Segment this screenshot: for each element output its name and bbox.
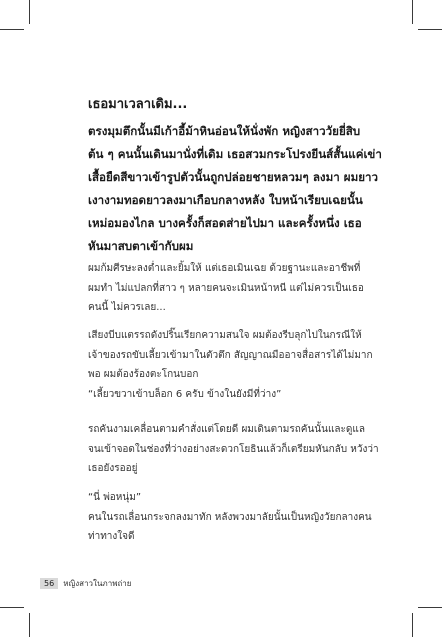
text-line: “นี่ พ่อหนุ่ม” [88,492,141,503]
text-line: เสียงบีบแตรรถดังปริ๊นเรียกความสนใจ ผมต้องรีบลุกไปในกรณีให้ [88,330,362,341]
text-line: ผมก้มศีรษะลงต่ำและยิ้มให้ แต่เธอเมินเฉย ด้วยฐานะและอาชีพที่ [88,263,361,274]
text-line: ผมทำ ไม่แปลกที่สาว ๆ หลายคนจะเมินหน้าหนี แต่ไม่ควรเป็นเธอ [88,282,364,294]
text-line: เงางามทอดยาวลงมาเกือบกลางหลัง ใบหน้าเรียบเฉยนั้น [88,193,363,207]
text-line: จนเข้าจอดในช่องที่ว่างอย่างสะดวกโยธินแล้วก็เตรียมหันกลับ หวังว่า [88,443,379,455]
book-title: หญิงสาวในภาพถ่าย [63,578,132,588]
text-line: คนนี้ ไม่ควรเลย... [88,302,166,313]
text-line: พอ ผมต้องร้องตะโกนบอก [88,369,199,380]
crop-mark [418,29,442,30]
section-heading: เธอมาเวลาเดิม... [88,97,188,112]
text-line: เสื้อยืดสีขาวเข้ารูปตัวนั้นถูกปล่อยชายหลวมๆ ลงมา ผมยาว [88,170,379,184]
crop-mark [412,0,413,24]
page-footer [40,576,132,590]
paragraph [88,420,378,479]
text-line: ท่าทางใจดี [88,531,135,542]
crop-mark [0,607,24,608]
crop-mark [0,29,24,30]
page-number: 56 [40,578,58,589]
text-line: ตรงมุมตึกนั้นมีเก้าอี้ม้าหินอ่อนให้นั่งพัก หญิงสาววัยยี่สิบ [88,124,361,138]
paragraph [88,488,378,547]
crop-mark [29,613,30,637]
text-line: เหม่อมองไกล บางครั้งก็สอดส่ายไปมา และครั้งหนึ่ง เธอ [88,216,362,230]
text-line: หันมาสบตาเข้ากับผม [88,239,194,253]
text-line: คนในรถเลื่อนกระจกลงมาทัก หลังพวงมาลัยนั้นเป็นหญิงวัยกลางคน [88,511,372,523]
paragraph [88,259,378,318]
crop-mark [412,613,413,637]
text-line: “เลี้ยวขวาเข้าบล็อก 6 ครับ ข้างในยังมีที่ว่าง” [88,388,282,400]
text-line: ต้น ๆ คนนั้นเดินมานั่งที่เดิม เธอสวมกระโปรงยีนส์สั้นแค่เข่า [88,147,382,161]
text-line: เธอยังรออยู่ [88,463,138,474]
text-line: เจ้าของรถขับเลี้ยวเข้ามาในตัวตึก สัญญาณมืออาจสื่อสารได้ไม่มาก [88,349,373,361]
crop-mark [418,607,442,608]
bold-paragraph [88,120,382,258]
paragraph [88,326,378,404]
crop-mark [29,0,30,24]
text-line: รถคันงามเคลื่อนตามคำสั่งแต่โดยดี ผมเดินตามรถคันนั้นและดูแล [88,424,365,435]
